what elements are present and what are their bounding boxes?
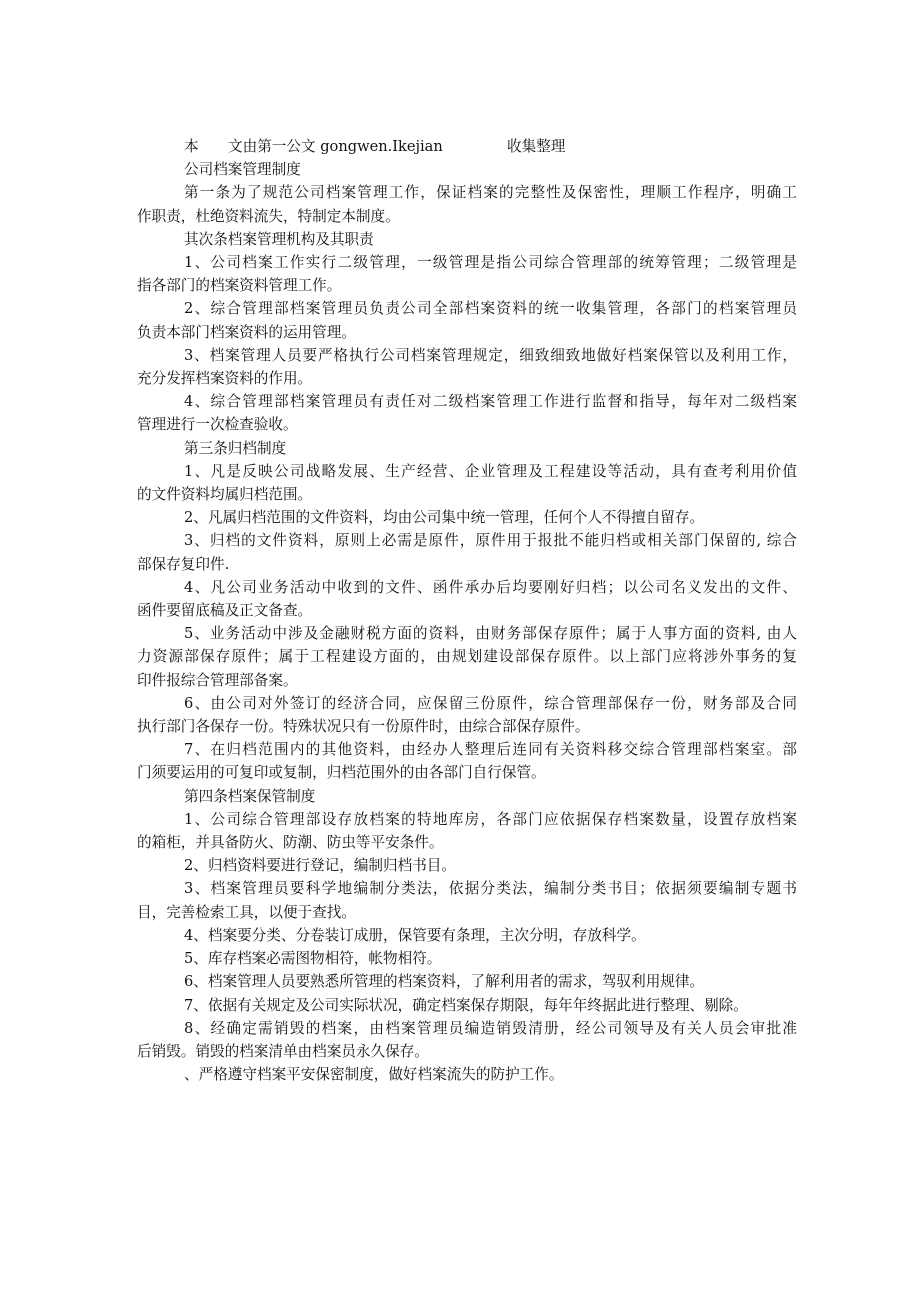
body-line: 6、由公司对外签订的经济合同，应保留三份原件，综合管理部保存一份，财务部及合同 (184, 694, 797, 712)
body-line: 作职责，杜绝资料流失，特制定本制度。 (137, 207, 400, 225)
body-line: 1、公司综合管理部设存放档案的特地库房，各部门应依据保存档案数量，设置存放档案 (184, 810, 797, 828)
section-line: 4、档案要分类、分卷装订成册，保管要有条理，主次分明，存放科学。 (184, 926, 646, 944)
body-line: 函件要留底稿及正文备查。 (137, 602, 313, 620)
source-part-2: 文由第一公文 gongwen.Ikejian (228, 138, 443, 155)
source-line (137, 135, 797, 158)
body-line: 4、综合管理部档案管理员有责任对二级档案管理工作进行监督和指导，每年对二级档案 (184, 393, 797, 411)
body-line: 目，完善检索工具，以便于查找。 (137, 903, 356, 921)
section-line: 2、凡属归档范围的文件资料，均由公司集中统一管理，任何个人不得擅自留存。 (184, 509, 705, 527)
body-line: 指各部门的档案资料管理工作。 (137, 277, 342, 295)
body-line: 执行部门各保存一份。特殊状况只有一份原件时，由综合部保存原件。 (137, 718, 590, 736)
body-line: 1、凡是反映公司战略发展、生产经营、企业管理及工程建设等活动，具有查考利用价值 (184, 462, 797, 480)
body-line: 5、业务活动中涉及金融财税方面的资料，由财务部保存原件；属于人事方面的资料, 由人 (184, 625, 797, 643)
body-line: 4、凡公司业务活动中收到的文件、函件承办后均要刚好归档；以公司名义发出的文件、 (184, 578, 797, 596)
section-line: 第三条归档制度 (184, 439, 287, 457)
body-line: 2、综合管理部档案管理员负责公司全部档案资料的统一收集管理，各部门的档案管理员 (184, 300, 797, 318)
body-line: 印件报综合管理部备案。 (137, 671, 298, 689)
body-line: 3、档案管理员要科学地编制分类法，依据分类法，编制分类书目；依据须要编制专题书 (184, 880, 797, 898)
section-line: 、严格遵守档案平安保密制度，做好档案流失的防护工作。 (184, 1066, 564, 1084)
section-line: 5、库存档案必需图物相符，帐物相符。 (184, 950, 442, 968)
source-part-3: 收集整理 (507, 138, 566, 155)
document-body (137, 135, 797, 1086)
body-line: 后销毁。销毁的档案清单由档案员永久保存。 (137, 1042, 429, 1060)
body-line: 负责本部门档案资料的运用管理。 (137, 323, 356, 341)
body-line: 第一条为了规范公司档案管理工作，保证档案的完整性及保密性，理顺工作程序，明确工 (184, 184, 797, 202)
document-title: 公司档案管理制度 (184, 161, 301, 179)
section-line: 7、依据有关规定及公司实际状况，确定档案保存期限，每年年终据此进行整理、剔除。 (184, 996, 748, 1014)
body-line: 充分发挥档案资料的作用。 (137, 370, 313, 388)
body-line: 7、在归档范围内的其他资料，由经办人整理后连同有关资料移交综合管理部档案室。部 (184, 741, 797, 759)
body-line: 1、公司档案工作实行二级管理，一级管理是指公司综合管理部的统筹管理；二级管理是 (184, 254, 797, 271)
body-line: 的箱柜，并具备防火、防潮、防虫等平安条件。 (137, 834, 444, 852)
section-line: 其次条档案管理机构及其职责 (184, 230, 374, 248)
body-line: 力资源部保存原件；属于工程建设方面的，由规划建设部保存原件。以上部门应将涉外事务的复 (137, 648, 797, 666)
section-line: 6、档案管理人员要熟悉所管理的档案资料，了解利用者的需求，驾驭利用规律。 (184, 973, 705, 991)
body-line: 部保存复印件. (137, 555, 230, 573)
body-line: 的文件资料均属归档范围。 (137, 486, 313, 504)
section-line: 2、归档资料要进行登记，编制归档书目。 (184, 857, 456, 875)
section-line: 第四条档案保管制度 (184, 787, 316, 805)
body-line: 管理进行一次检查验收。 (137, 416, 298, 434)
body-line: 3、档案管理人员要严格执行公司档案管理规定，细致细致地做好档案保管以及利用工作， (184, 346, 797, 364)
body-line: 门须要运用的可复印或复制，归档范围外的由各部门自行保管。 (137, 764, 546, 782)
body-line: 3、归档的文件资料，原则上必需是原件，原件用于报批不能归档或相关部门保留的, 综合 (184, 532, 797, 550)
body-line: 8、经确定需销毁的档案，由档案管理员编造销毁清册，经公司领导及有关人员会审批准 (184, 1019, 797, 1037)
source-part-1: 本 (184, 138, 199, 155)
document-lines (137, 181, 797, 1086)
